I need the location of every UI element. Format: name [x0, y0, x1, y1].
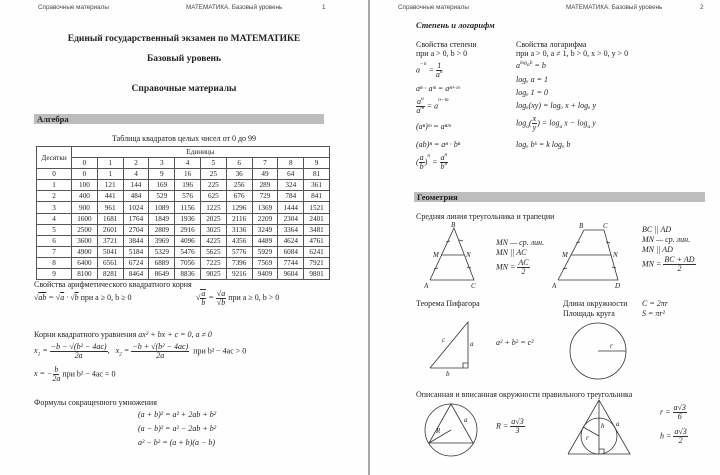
table-cell: 4	[123, 169, 149, 180]
table-cell: 2500	[72, 224, 98, 235]
table-cell: 1764	[123, 213, 149, 224]
row-label: 3	[37, 202, 72, 213]
table-cell: 36	[226, 169, 252, 180]
formula-x2: $x_2$ = $\frac{\text{−b + √(b² − 4ac)}}{2a}$	[115, 342, 189, 360]
table-cell: 9025	[200, 269, 226, 280]
quadratic-equation: ax² + bx + c = 0, a ≠ 0	[138, 330, 212, 339]
header-left: Справочные материалы	[38, 4, 109, 11]
logs-cond: при a > 0, a ≠ 1, b > 0, x > 0, y > 0	[516, 49, 629, 58]
table-cell: 225	[200, 180, 226, 191]
circle-area-label: Площадь круга	[563, 309, 615, 318]
table-cell: 1936	[175, 213, 201, 224]
row-label: 7	[37, 246, 72, 257]
label-b: b	[446, 370, 450, 378]
table-cell: 5929	[252, 246, 278, 257]
circle-diagram	[566, 320, 630, 382]
logs-f6: logₐ bᵏ = k logₐ b	[516, 140, 571, 149]
table-cell: 8100	[72, 269, 98, 280]
table-cell: 6400	[72, 257, 98, 268]
circumradius-formula: R = $\frac{a√3}{3}$	[496, 417, 524, 435]
midline-text-3: BC || AD	[642, 225, 672, 234]
table-cell: 7744	[278, 257, 304, 268]
table-cell: 6561	[97, 257, 123, 268]
midline-formula-2: MN = $\frac{BC + AD}{2}$	[642, 255, 695, 273]
table-cell: 441	[97, 191, 123, 202]
doc-subtitle: Базовый уровень	[146, 54, 222, 64]
table-caption: Таблица квадратов целых чисел от 0 до 99	[111, 134, 257, 143]
table-cell: 841	[304, 191, 330, 202]
table-cell: 6724	[123, 257, 149, 268]
table-cell: 169	[149, 180, 175, 191]
table-cell: 256	[226, 180, 252, 191]
table-cell: 289	[252, 180, 278, 191]
right-triangle-diagram	[426, 316, 476, 378]
table-cell: 1	[97, 169, 123, 180]
table-cell: 6241	[304, 246, 330, 257]
table-cell: 4900	[72, 246, 98, 257]
table-cell: 2401	[304, 213, 330, 224]
row-label: 8	[37, 257, 72, 268]
table-cell: 1089	[149, 202, 175, 213]
powers-f6: ( $\frac{a}{b}$ )$^n$ = $\frac{a^n}{b^n}$	[416, 152, 448, 171]
label-b: B	[451, 222, 456, 229]
col-label: 4	[175, 158, 201, 169]
table-row	[37, 213, 330, 224]
powers-f5: (ab)ⁿ = aⁿ · bⁿ	[416, 140, 461, 149]
table-cell: 9604	[278, 269, 304, 280]
quadratic-heading	[34, 330, 212, 339]
table-cell: 16	[175, 169, 201, 180]
row-header: Десятки	[37, 147, 72, 169]
table-cell: 100	[72, 180, 98, 191]
table-cell: 9409	[252, 269, 278, 280]
section-geometry: Геометрия	[414, 192, 705, 202]
table-cell: 0	[72, 169, 98, 180]
quadratic-cond-1: при b² − 4ac > 0	[193, 346, 247, 356]
powers-f2: aⁿ · aᵐ = aⁿ⁺ᵐ	[416, 84, 460, 93]
powers-f3: $\frac{a^n}{a^m}$ = $a^{n-m}$	[416, 96, 449, 115]
quadratic-cond-2: при b² − 4ac = 0	[62, 369, 116, 379]
table-cell: 484	[123, 191, 149, 202]
powers-cond: при a > 0, b > 0	[416, 49, 468, 58]
logs-heading: Свойства логарифма	[516, 40, 587, 49]
table-cell: 9	[149, 169, 175, 180]
section-algebra: Алгебра	[34, 114, 324, 124]
table-cell: 729	[252, 191, 278, 202]
table-cell: 1849	[149, 213, 175, 224]
row-label: 0	[37, 169, 72, 180]
page-number: 2	[700, 4, 704, 11]
logs-f2: logₐ a = 1	[516, 75, 548, 84]
col-label: 8	[278, 158, 304, 169]
table-cell: 5625	[200, 246, 226, 257]
table-cell: 2916	[175, 224, 201, 235]
table-cell: 961	[97, 202, 123, 213]
formula-sqrt-quotient: √ $\frac{a}{b}$ = $\frac{√a}{√b}$	[196, 288, 226, 307]
row-label: 6	[37, 235, 72, 246]
short-mult-f3: a² − b² = (a + b)(a − b)	[138, 438, 216, 447]
table-cell: 144	[123, 180, 149, 191]
table-cell: 1156	[175, 202, 201, 213]
table-cell: 2116	[226, 213, 252, 224]
powers-f1: $a^{-n}$ = $\frac{1}{a^n}$	[416, 61, 443, 79]
label-m: M	[433, 251, 439, 259]
label-a: a	[464, 416, 468, 424]
logs-f5: $\log_a$( $\frac{x}{y}$ ) = $\log_a x - \log_a y$	[516, 114, 596, 132]
label-r: r	[586, 434, 589, 442]
formula-x: x = − $\frac{b}{2a}$	[34, 365, 61, 383]
table-cell: 625	[200, 191, 226, 202]
midline-formula-1: MN = $\frac{AC}{2}$	[496, 258, 529, 276]
table-cell: 7056	[175, 257, 201, 268]
sqrt-cond-1: при a ≥ 0, b ≥ 0	[80, 293, 132, 302]
midline-text-1: MN — ср. лин.	[496, 238, 545, 247]
sqrt-heading: Свойства арифметического квадратного корня	[34, 280, 192, 289]
circle-length-label: Длина окружности	[563, 299, 628, 308]
table-row	[37, 169, 330, 180]
table-cell: 1296	[226, 202, 252, 213]
doc-title: Справочные материалы	[131, 84, 237, 94]
table-cell: 49	[252, 169, 278, 180]
midline-heading: Средняя линия треугольника и трапеции	[416, 212, 555, 221]
inscribed-diagram	[566, 398, 632, 458]
formula-x1: $x_1$ = $\frac{\text{−b − √(b² − 4ac)}}{2a}$ ,	[34, 342, 110, 360]
table-cell: 64	[278, 169, 304, 180]
header-center: МАТЕМАТИКА. Базовый уровень	[566, 4, 663, 11]
label-c: C	[471, 282, 476, 290]
logs-f3: logₐ 1 = 0	[516, 88, 548, 97]
section-powers: Степень и логарифм	[416, 20, 495, 30]
table-cell: 1521	[304, 202, 330, 213]
table-cell: 81	[304, 169, 330, 180]
table-cell: 7569	[252, 257, 278, 268]
table-cell: 6889	[149, 257, 175, 268]
right-angle-mark	[463, 363, 468, 368]
page-number: 1	[322, 4, 326, 11]
table-cell: 7396	[226, 257, 252, 268]
table-cell: 7225	[200, 257, 226, 268]
label-c: C	[603, 222, 608, 230]
powers-f4: (aⁿ)ᵐ = aⁿᵐ	[416, 122, 451, 131]
table-cell: 3600	[72, 235, 98, 246]
table-cell: 4356	[226, 235, 252, 246]
table-cell: 8281	[97, 269, 123, 280]
table-cell: 2809	[149, 224, 175, 235]
label-a: A	[424, 282, 429, 290]
col-header: Единицы	[72, 147, 330, 158]
label-a: A	[552, 282, 557, 290]
label-d: D	[615, 282, 621, 290]
table-cell: 5184	[123, 246, 149, 257]
table-row	[37, 257, 330, 268]
table-cell: 5041	[97, 246, 123, 257]
short-mult-f1: (a + b)² = a² + 2ab + b²	[138, 410, 217, 419]
table-cell: 3721	[97, 235, 123, 246]
col-label: 3	[149, 158, 175, 169]
table-cell: 1444	[278, 202, 304, 213]
label-c: c	[442, 336, 446, 344]
header-center: МАТЕМАТИКА. Базовый уровень	[186, 4, 283, 11]
table-cell: 9216	[226, 269, 252, 280]
circle-area-formula: S = πr²	[642, 309, 665, 318]
inradius-formula: r = $\frac{a√3}{6}$	[660, 403, 686, 421]
page-2	[370, 0, 720, 475]
table-cell: 6084	[278, 246, 304, 257]
table-cell: 7921	[304, 257, 330, 268]
col-label: 2	[123, 158, 149, 169]
table-cell: 361	[304, 180, 330, 191]
table-cell: 8649	[149, 269, 175, 280]
short-mult-f2: (a − b)² = a² − 2ab + b²	[138, 424, 217, 433]
table-row	[37, 235, 330, 246]
right-triangle	[430, 322, 468, 368]
short-mult-heading: Формулы сокращенного умножения	[34, 398, 157, 407]
table-row	[37, 269, 330, 280]
table-cell: 3364	[278, 224, 304, 235]
table-cell: 196	[175, 180, 201, 191]
label-a: a	[470, 340, 474, 348]
label-a: a	[616, 420, 620, 428]
label-R: R	[436, 427, 441, 435]
table-cell: 3481	[304, 224, 330, 235]
regular-triangle-heading: Описанная и вписанная окружности правильного треугольника	[416, 390, 633, 399]
table-cell: 8836	[175, 269, 201, 280]
table-cell: 2025	[200, 213, 226, 224]
table-cell: 121	[97, 180, 123, 191]
table-cell: 3249	[252, 224, 278, 235]
col-label: 6	[226, 158, 252, 169]
table-cell: 5776	[226, 246, 252, 257]
formula-sqrt-product: √ab = √a · √b	[34, 293, 79, 302]
table-cell: 3136	[226, 224, 252, 235]
midline-text-2: MN || AC	[496, 248, 527, 257]
row-label: 4	[37, 213, 72, 224]
table-cell: 9801	[304, 269, 330, 280]
circumscribed-diagram	[422, 400, 480, 458]
squares-table	[36, 146, 330, 280]
row-label: 2	[37, 191, 72, 202]
table-cell: 1681	[97, 213, 123, 224]
table-row	[37, 191, 330, 202]
label-m: M	[562, 251, 568, 259]
trapezoid-midline-diagram	[552, 222, 630, 290]
table-cell: 2209	[252, 213, 278, 224]
quadratic-roots	[34, 343, 246, 360]
table-cell: 3025	[200, 224, 226, 235]
table-cell: 4624	[278, 235, 304, 246]
table-row	[37, 180, 330, 191]
row-label: 5	[37, 224, 72, 235]
midline-text-4: MN — ср. лин.	[642, 235, 691, 244]
sqrt-formula-1	[34, 293, 131, 302]
label-n: N	[613, 251, 618, 259]
sqrt-cond-2: при a ≥ 0, b > 0	[228, 292, 280, 302]
table-cell: 4096	[175, 235, 201, 246]
triangle-midline-diagram	[424, 222, 484, 290]
table-cell: 3844	[123, 235, 149, 246]
table-cell: 400	[72, 191, 98, 202]
col-label: 9	[304, 158, 330, 169]
table-row	[37, 246, 330, 257]
table-cell: 25	[200, 169, 226, 180]
label-n: N	[466, 251, 471, 259]
pythagoras-formula: a² + b² = c²	[496, 338, 534, 347]
table-cell: 1225	[200, 202, 226, 213]
col-label: 0	[72, 158, 98, 169]
label-h: h	[601, 422, 605, 430]
col-label: 1	[97, 158, 123, 169]
height-formula: h = $\frac{a√3}{2}$	[660, 427, 687, 445]
table-cell: 784	[278, 191, 304, 202]
table-row	[37, 224, 330, 235]
table-cell: 5476	[175, 246, 201, 257]
logs-f1: $a^{log_ab} = b$	[516, 60, 546, 70]
doc-main-title: Единый государственный экзамен по МАТЕМАТИКЕ	[67, 34, 301, 44]
table-cell: 5329	[149, 246, 175, 257]
row-label: 9	[37, 269, 72, 280]
table-cell: 676	[226, 191, 252, 202]
logs-f4: logₐ(xy) = logₐ x + logₐ y	[516, 101, 597, 110]
circle-length-formula: C = 2πr	[642, 299, 668, 308]
table-cell: 324	[278, 180, 304, 191]
table-cell: 4761	[304, 235, 330, 246]
table-cell: 2601	[97, 224, 123, 235]
header-left: Справочные материалы	[398, 4, 469, 11]
table-cell: 1024	[123, 202, 149, 213]
label-r: r	[610, 342, 613, 350]
table-cell: 900	[72, 202, 98, 213]
table-cell: 4225	[200, 235, 226, 246]
row-label: 1	[37, 180, 72, 191]
table-cell: 1600	[72, 213, 98, 224]
quadratic-single-root	[34, 366, 115, 383]
table-row	[37, 202, 330, 213]
midline-text-5: MN || AD	[642, 245, 673, 254]
pythagoras-heading: Теорема Пифагора	[416, 299, 480, 308]
table-cell: 576	[175, 191, 201, 202]
col-label: 5	[200, 158, 226, 169]
table-cell: 1369	[252, 202, 278, 213]
col-label: 7	[252, 158, 278, 169]
table-cell: 8464	[123, 269, 149, 280]
table-cell: 2304	[278, 213, 304, 224]
powers-heading: Свойства степени	[416, 40, 477, 49]
label-b: B	[579, 222, 584, 230]
quadratic-heading-text: Корни квадратного уравнения	[34, 330, 137, 339]
sqrt-formula-2	[196, 289, 279, 307]
table-cell: 4489	[252, 235, 278, 246]
table-cell: 3969	[149, 235, 175, 246]
table-cell: 2704	[123, 224, 149, 235]
table-cell: 529	[149, 191, 175, 202]
